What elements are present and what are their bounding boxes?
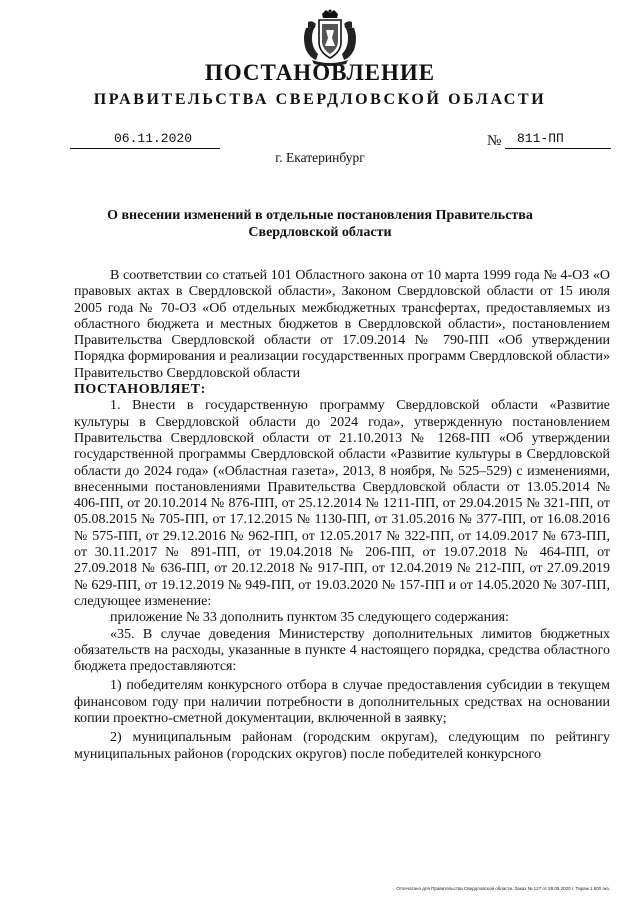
- number-sign: №: [487, 133, 502, 149]
- subpoint-1-paragraph: 1) победителям конкурсного отбора в случае предоставления субсидии в текущем финансовом году при наличии потребности в дополнительных средствах на основании копии проектно-сметной документации, включенной в заявку;: [74, 678, 610, 727]
- document-date: 06.11.2020: [70, 131, 220, 149]
- document-city: г. Екатеринбург: [275, 150, 365, 165]
- document-subject: О внесении изменений в отдельные постановления Правительства Свердловской области: [107, 208, 533, 240]
- item-1-paragraph: 1. Внести в государственную программу Свердловской области «Развитие культуры в Свердловской области до 2024 года», утвержденную постановлением Правительства Свердловской области от 21.10.2013 № 1268-ПП «Об утверждении государственной программы Свердловской области «Развитие культуры в Свердловской области до 2024 года» («Областная газета», 2013, 8 ноября, № 525–529) с изменениями, внесенными постановлениями Правительства Свердловской области от 13.05.2014 № 406-ПП, от 20.10.2014 № 876-ПП, от 25.12.2014 № 1211-ПП, от 29.04.2015 № 321-ПП, от 05.08.2015 № 705-ПП, от 17.12.2015 № 1130-ПП, от 31.05.2016 № 377-ПП, от 16.08.2016 № 575-ПП, от 29.12.2016 № 962-ПП, от 12.05.2017 № 322-ПП, от 14.09.2017 № 673-ПП, от 30.11.2017 № 891-ПП, от 19.04.2018 № 206-ПП, от 19.07.2018 № 464-ПП, от 27.09.2018 № 636-ПП, от 20.12.2018 № 917-ПП, от 12.04.2019 № 212-ПП, от 27.09.2019 № 629-ПП, от 19.12.2019 № 949-ПП, от 19.03.2020 № 157-ПП и от 14.05.2020 № 307-ПП, следующее изменение:: [74, 398, 610, 609]
- subpoint-2-paragraph: 2) муниципальным районам (городским округам), следующим по рейтингу муниципальных районов (городских округов) после победителей конкурсного: [74, 730, 610, 762]
- document-number: 811-ПП: [505, 131, 611, 149]
- document-body: [74, 268, 610, 763]
- document-type: ПОСТАНОВЛЕНИЕ: [204, 60, 436, 85]
- resolves-heading: ПОСТАНОВЛЯЕТ:: [74, 382, 206, 398]
- document-number-block: [487, 131, 611, 149]
- print-footer: Отпечатано для Правительства Свердловской области. Заказ № 127 от 29.05.2020 г. Тираж 1 500 экз.: [396, 886, 610, 891]
- appendix-paragraph: приложение № 33 дополнить пунктом 35 следующего содержания:: [110, 610, 509, 626]
- preamble-paragraph: В соответствии со статьей 101 Областного закона от 10 марта 1999 года № 4-ОЗ «О правовых актах в Свердловской области», Законом Свердловской области от 15 июля 2005 года № 70-ОЗ «Об отдельных межбюджетных трансфертах, предоставляемых из областного бюджета и местных бюджетов в Свердловской области», постановлением Правительства Свердловской области от 17.09.2014 № 790-ПП «Об утверждении Порядка формирования и реализации государственных программ Свердловской области» Правительство Свердловской области: [74, 268, 610, 381]
- point-35-paragraph: «35. В случае доведения Министерству дополнительных лимитов бюджетных обязательств на расходы, указанные в пункте 4 настоящего порядка, средства областного бюджета предоставляются:: [74, 626, 610, 675]
- coat-of-arms-icon: [300, 8, 360, 66]
- document-issuer: ПРАВИТЕЛЬСТВА СВЕРДЛОВСКОЙ ОБЛАСТИ: [93, 91, 547, 108]
